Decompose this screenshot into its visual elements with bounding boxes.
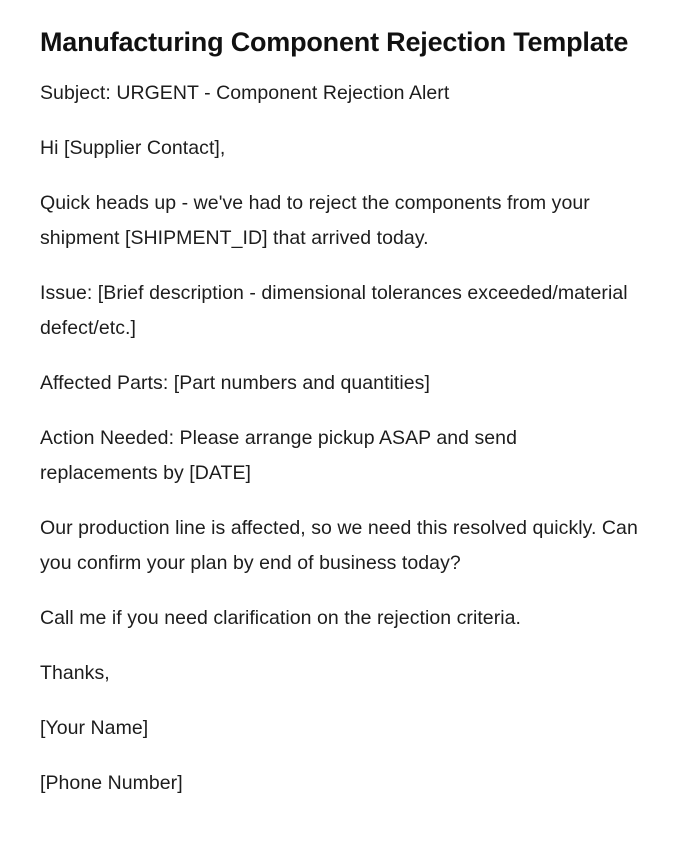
paragraph-phone-placeholder: [Phone Number]: [40, 772, 183, 794]
paragraph-subject: Subject: URGENT - Component Rejection Alert: [40, 82, 450, 104]
paragraph-signoff: Thanks,: [40, 662, 110, 684]
paragraph-opening: Quick heads up - we've had to reject the components from your shipment [SHIPMENT_ID] that arrived today.: [40, 192, 590, 249]
paragraph-name-placeholder: [Your Name]: [40, 717, 149, 739]
paragraph-greeting: Hi [Supplier Contact],: [40, 137, 226, 159]
paragraph-action-needed: Action Needed: Please arrange pickup ASAP and send replacements by [DATE]: [40, 427, 517, 484]
paragraph-urgency: Our production line is affected, so we need this resolved quickly. Can you confirm your plan by end of business today?: [40, 517, 638, 574]
page-title: Manufacturing Component Rejection Template: [40, 27, 629, 57]
paragraph-affected-parts: Affected Parts: [Part numbers and quantities]: [40, 372, 430, 394]
paragraph-issue: Issue: [Brief description - dimensional tolerances exceeded/material defect/etc.]: [40, 282, 628, 339]
document-body: [40, 76, 640, 801]
paragraph-clarification: Call me if you need clarification on the rejection criteria.: [40, 607, 521, 629]
